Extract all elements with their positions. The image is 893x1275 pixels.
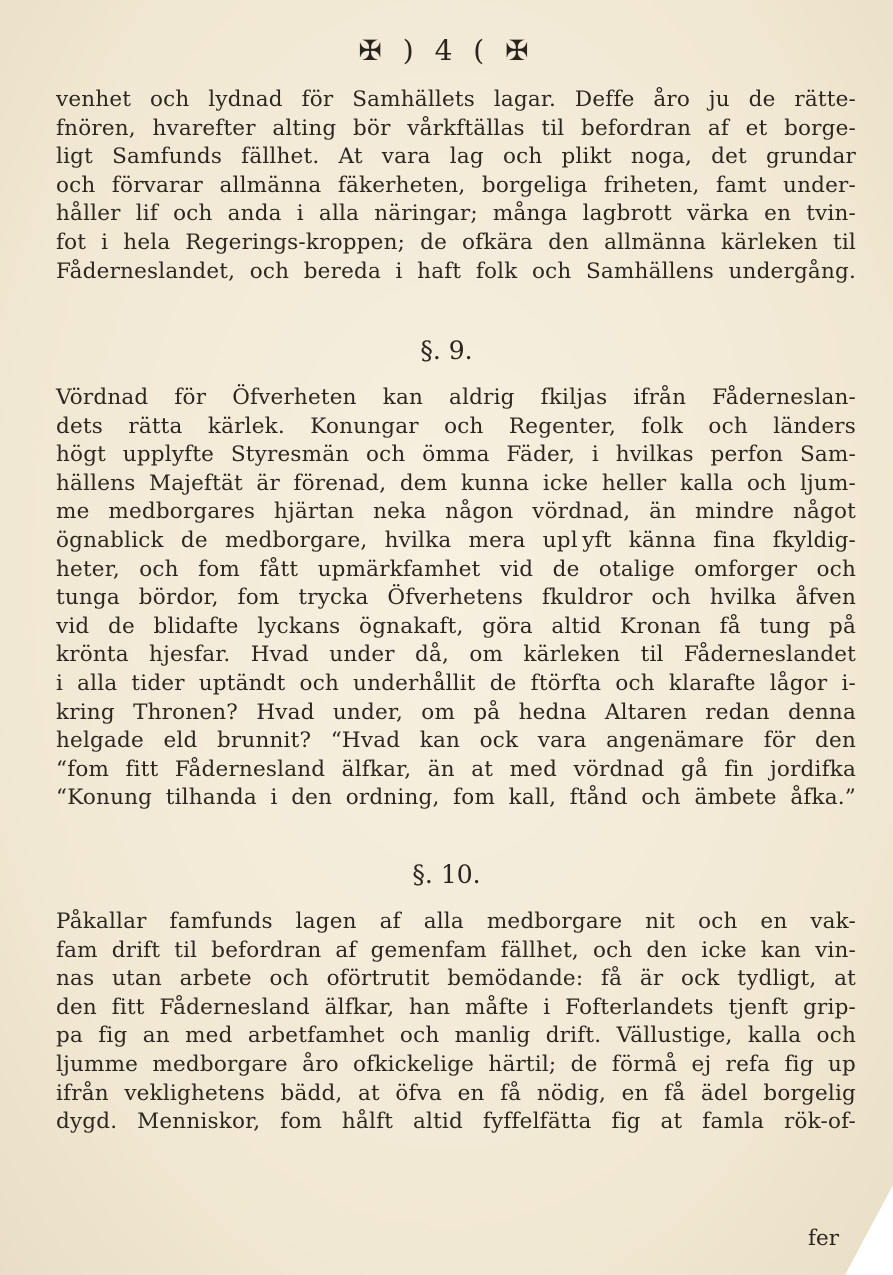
text-line: pa fig an med arbetfamhet och manlig drift. Vällustige, kalla och: [56, 1023, 856, 1049]
page-corner-fold: [845, 1185, 893, 1275]
text-line: ögnablick de medborgare, hvilka mera upl yft känna fina fkyldig-: [56, 527, 856, 553]
text-line: kring Thronen? Hvad under, om på hedna Altaren redan denna: [56, 699, 856, 725]
text-line: venhet och lydnad för Samhällets lagar. Deffe åro ju de rätte-: [56, 87, 856, 112]
text-line: “Konung tilhanda i den ordning, fom kall, ftånd och ämbete åfka.”: [56, 785, 856, 811]
text-line: dygd. Menniskor, fom hålft altid fyffelfätta fig at famla rök-of-: [56, 1109, 856, 1135]
text-line: krönta hjesfar. Hvad under då, om kärleken til Fåderneslandet: [56, 642, 856, 668]
paragraph-3: [56, 908, 856, 1137]
text-line: Vördnad för Öfverheten kan aldrig fkiljas ifrån Fåderneslan-: [56, 385, 856, 410]
section-heading-10: §. 10.: [412, 860, 481, 889]
text-line: nas utan arbete och oförtrutit bemödande: få är ock tydligt, at: [56, 966, 856, 992]
text-line: helgade eld brunnit? “Hvad kan ock vara angenämare för den: [56, 728, 856, 754]
text-line: i alla tider uptändt och underhållit de ftörfta och klarafte lågor i-: [56, 670, 856, 696]
paragraph-2: [56, 384, 856, 813]
text-line: håller lif och anda i alla näringar; många lagbrott värka en tvin-: [56, 201, 856, 227]
page-header: ✠ ) 4 ( ✠: [358, 34, 535, 67]
section-heading-9: §. 9.: [420, 336, 473, 365]
text-line: heter, och fom fått upmärkfamhet vid de otalige omforger och: [56, 556, 856, 582]
text-line: fnören, hvarefter alting bör vårkftällas til befordran af et borge-: [56, 115, 856, 141]
text-line: den fitt Fådernesland älfkar, han måfte i Fofterlandets tjenft grip-: [56, 994, 856, 1020]
text-line: högt upplyfte Styresmän och ömma Fäder, i hvilkas perfon Sam-: [56, 442, 856, 468]
text-line: ifrån veklighetens bädd, at öfva en få nödig, en få ädel borgelig: [56, 1080, 856, 1106]
text-line: me medborgares hjärtan neka någon vördnad, än mindre något: [56, 499, 856, 525]
text-line: hällens Majeftät är förenad, dem kunna icke heller kalla och ljum-: [56, 470, 856, 496]
text-line: Påkallar famfunds lagen af alla medborgare nit och en vak-: [56, 909, 856, 934]
text-line: och förvarar allmänna fäkerheten, borgeliga friheten, famt under-: [56, 172, 856, 198]
text-line: fot i hela Regerings-kroppen; de ofkära den allmänna kärleken til: [56, 229, 856, 255]
paragraph-1: [56, 86, 856, 286]
text-line: tunga bördor, fom trycka Öfverhetens fkuldror och hvilka åfven: [56, 585, 856, 611]
text-line: fam drift til befordran af gemenfam fällhet, och den icke kan vin-: [56, 937, 856, 963]
text-line: dets rätta kärlek. Konungar och Regenter, folk och länders: [56, 413, 856, 439]
text-line: “fom fitt Fådernesland älfkar, än at med vördnad gå fin jordifka: [56, 756, 856, 782]
text-line: vid de blidafte lyckans ögnakaft, göra altid Kronan få tung på: [56, 613, 856, 639]
catchword: fer: [808, 1226, 839, 1251]
text-line: ljumme medborgare åro ofkickelige härtil; de förmå ej refa fig up: [56, 1051, 856, 1077]
text-line: Fåderneslandet, och bereda i haft folk och Samhällens undergång.: [56, 258, 856, 284]
text-line: ligt Samfunds fällhet. At vara lag och plikt noga, det grundar: [56, 144, 856, 170]
